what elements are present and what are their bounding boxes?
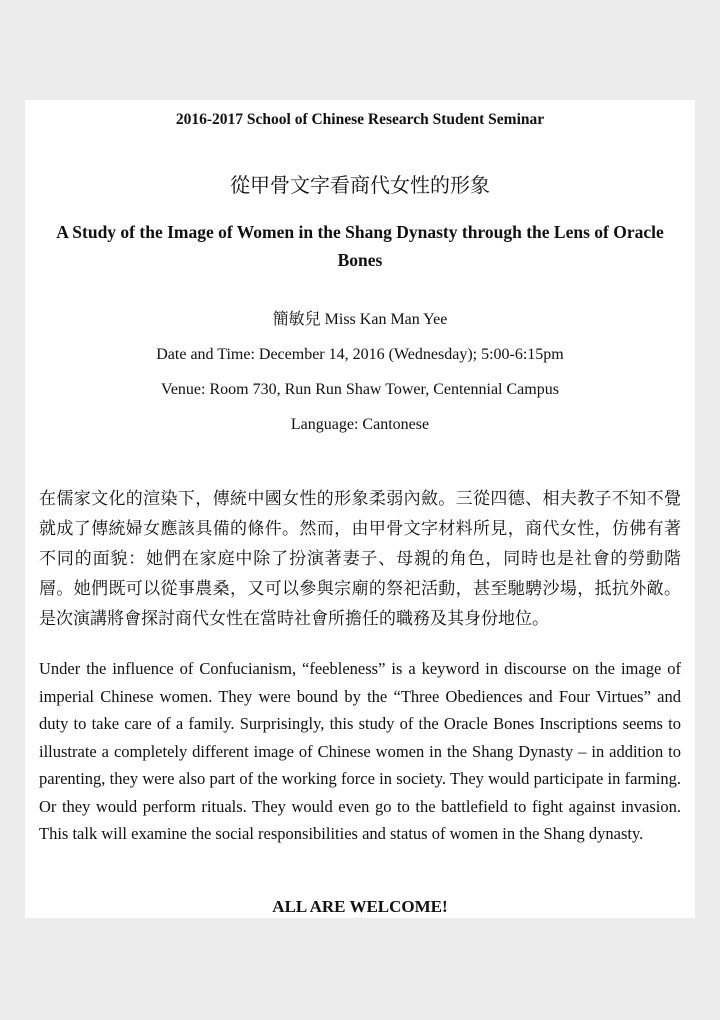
venue-line: Venue: Room 730, Run Run Shaw Tower, Centennial Campus bbox=[161, 381, 559, 398]
welcome-note: ALL ARE WELCOME! bbox=[272, 896, 448, 916]
abstract-english: Under the influence of Confucianism, “feebleness” is a keyword in discourse on the image of imperial Chinese women. They were bound by the “Three Obediences and Four Virtues” and duty to take care of a family. Surprisingly, this study of the Oracle Bones Inscriptions seems to illustrate a completely different image of Chinese women in the Shang Dynasty – in addition to parenting, they were also part of the working force in society. They would participate in farming. Or they would perform rituals. They would even go to the battlefield to fight against invasion. This talk will examine the social responsibilities and status of women in the Shang dynasty. bbox=[39, 659, 681, 843]
talk-title-english: A Study of the Image of Women in the Shang Dynasty through the Lens of Oracle Bones bbox=[56, 222, 664, 270]
talk-title-chinese: 從甲骨文字看商代女性的形象 bbox=[230, 175, 490, 197]
speaker-name: 簡敏兒 Miss Kan Man Yee bbox=[272, 311, 448, 328]
abstract-chinese: 在儒家文化的渲染下，傳統中國女性的形象柔弱內斂。三從四德、相夫教子不知不覺就成了傳統婦女應該具備的條件。然而，由甲骨文字材料所見，商代女性，仿佛有著不同的面貌：她們在家庭中除了扮演著妻子、母親的角色，同時也是社會的勞動階層。她們既可以從事農桑，又可以參與宗廟的祭祀活動，甚至馳騁沙場，抵抗外敵。是次演講將會探討商代女性在當時社會所擔任的職務及其身份地位。 bbox=[39, 489, 681, 628]
seminar-flyer-page bbox=[25, 100, 695, 918]
date-time-line: Date and Time: December 14, 2016 (Wednesday); 5:00-6:15pm bbox=[156, 346, 564, 363]
language-line: Language: Cantonese bbox=[290, 416, 430, 433]
seminar-series-header: 2016-2017 School of Chinese Research Student Seminar bbox=[175, 111, 545, 128]
